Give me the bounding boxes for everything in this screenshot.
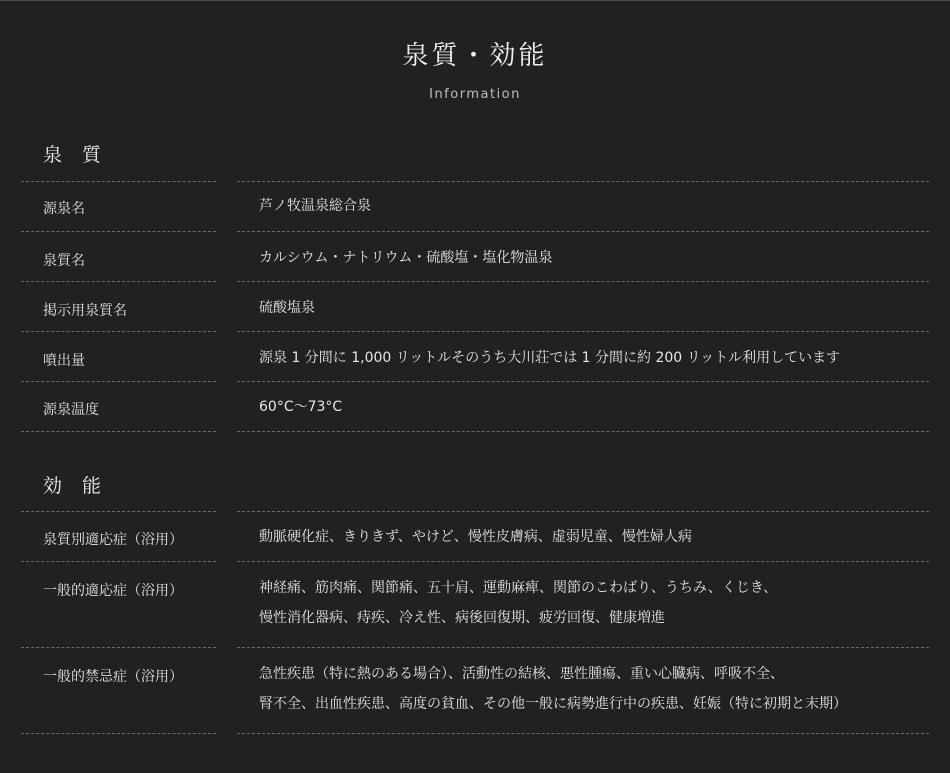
row-value-posted-quality-name: 硫酸塩泉	[259, 300, 315, 316]
row-label-temperature: 源泉温度	[43, 402, 99, 418]
divider	[21, 231, 216, 232]
divider	[21, 733, 216, 734]
heading-char: 質	[82, 144, 102, 166]
divider	[237, 647, 929, 648]
section-heading-efficacy	[43, 471, 101, 498]
row-label-general-indications: 一般的適応症（浴用）	[43, 583, 183, 599]
heading-char: 効	[43, 475, 63, 497]
row-value-source-name: 芦ノ牧温泉総合泉	[259, 198, 371, 214]
divider	[237, 331, 929, 332]
divider	[237, 381, 929, 382]
divider	[237, 431, 929, 432]
divider	[237, 281, 929, 282]
row-value-discharge: 源泉 1 分間に 1,000 リットルそのうち大川荘では 1 分間に約 200 リットル利用しています	[259, 350, 841, 366]
divider	[21, 181, 216, 182]
row-value-contraindications-line: 腎不全、出血性疾患、高度の貧血、その他一般に病勢進行中の疾患、妊娠（特に初期と末期）	[259, 696, 847, 712]
row-label-posted-quality-name: 掲示用泉質名	[43, 303, 127, 319]
section-heading-quality	[43, 140, 101, 167]
divider	[237, 511, 929, 512]
row-value-general-indications-line: 慢性消化器病、痔疾、冷え性、病後回復期、疲労回復、健康増進	[259, 610, 665, 626]
divider	[21, 431, 216, 432]
row-label-discharge: 噴出量	[43, 353, 85, 369]
divider	[237, 181, 929, 182]
row-value-quality-name: カルシウム・ナトリウム・硫酸塩・塩化物温泉	[259, 250, 553, 266]
page-title: 泉質・効能	[402, 41, 548, 71]
heading-char: 泉	[43, 144, 63, 166]
row-label-specific-indications: 泉質別適応症（浴用）	[43, 532, 183, 548]
row-value-contraindications-line: 急性疾患（特に熱のある場合）、活動性の結核、悪性腫瘍、重い心臓病、呼吸不全、	[259, 666, 784, 682]
page-subtitle: Information	[429, 87, 521, 102]
row-value-temperature: 60°C〜73°C	[259, 399, 343, 415]
divider	[21, 281, 216, 282]
divider	[21, 561, 216, 562]
divider	[237, 561, 929, 562]
row-label-contraindications: 一般的禁忌症（浴用）	[43, 669, 183, 685]
row-value-general-indications-line: 神経痛、筋肉痛、関節痛、五十肩、運動麻痺、関節のこわばり、うちみ、くじき、	[259, 580, 778, 596]
divider	[237, 733, 929, 734]
heading-char: 能	[82, 475, 102, 497]
divider	[21, 381, 216, 382]
divider	[21, 511, 216, 512]
row-label-quality-name: 泉質名	[43, 253, 85, 269]
divider	[21, 331, 216, 332]
row-label-source-name: 源泉名	[43, 201, 85, 217]
divider	[237, 231, 929, 232]
divider	[21, 647, 216, 648]
row-value-specific-indications: 動脈硬化症、きりきず、やけど、慢性皮膚病、虚弱児童、慢性婦人病	[259, 529, 692, 545]
